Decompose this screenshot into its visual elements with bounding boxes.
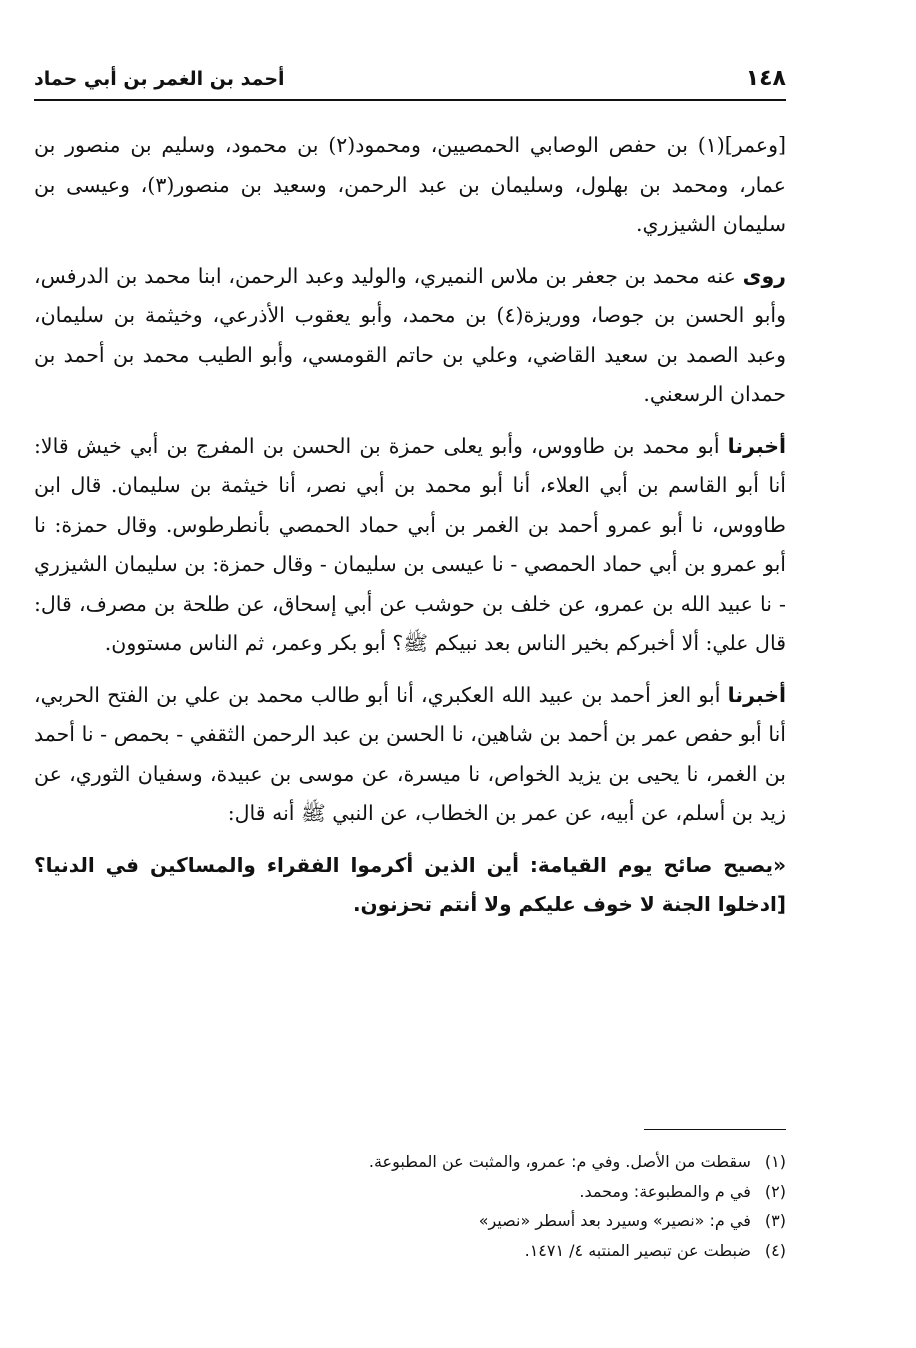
footnote-number: (٣)	[764, 1211, 786, 1230]
paragraph-lead-akhbarana-2: أخبرنا	[727, 682, 786, 707]
paragraph-isnad-1-text: أبو محمد بن طاووس، وأبو يعلى حمزة بن الحسن بن المفرج بن أبي خيش قالا: أنا أبو القاسم بن أبي العلاء، أنا أبو محمد بن أبي نصر، أنا خيثمة بن سليمان. قال ابن طاووس، نا أبو عمرو أحمد بن الغمر بن أبي حماد الحمصي بأنطرطوس. وقال حمزة: نا أبو عمرو بن أبي حماد الحمصي - نا عيسى بن سليمان - وقال حمزة: بن سليمان الشيزري - نا عبيد الله بن عمرو، عن خلف بن حوشب عن أبي إسحاق، عن طلحة بن مصرف، قال: قال علي: ألا أخبركم بخير الناس بعد نبيكم ﷺ؟ أبو بكر وعمر، ثم الناس مستوون.	[34, 433, 786, 655]
footnote-text: سقطت من الأصل. وفي م: عمرو، والمثبت عن المطبوعة.	[368, 1152, 751, 1171]
footnote-1	[200, 1147, 786, 1177]
footnote-text: ضبطت عن تبصير المنتبه ٤/ ١٤٧١.	[524, 1240, 751, 1260]
footnote-2	[200, 1177, 786, 1207]
main-text	[34, 126, 786, 937]
footnote-4	[200, 1236, 786, 1266]
paragraph-narrators	[34, 257, 786, 415]
paragraph-lead-akhbarana: أخبرنا	[727, 433, 786, 458]
hadith-text: «يصيح صائح يوم القيامة: أين الذين أكرموا الفقراء والمساكين في الدنيا؟ [ادخلوا الجنة لا خوف عليكم ولا أنتم تحزنون.	[34, 852, 786, 916]
footnote-text: في م والمطبوعة: ومحمد.	[579, 1181, 751, 1201]
paragraph-students: [وعمر](١) بن حفص الوصابي الحمصيين، ومحمود(٢) بن محمود، وسليم بن منصور بن عمار، ومحمد بن بهلول، وسليمان بن عبد الرحمن، وسعيد بن منصور(٣)، وعيسى بن سليمان الشيزري.	[34, 133, 787, 236]
paragraph-isnad-2	[34, 676, 786, 834]
footnote-rule	[644, 1129, 786, 1130]
footnote-number: (١)	[764, 1152, 786, 1171]
running-title: أحمد بن الغمر بن أبي حماد	[34, 68, 285, 90]
paragraph-isnad-1	[34, 427, 786, 664]
footnote-3	[200, 1206, 786, 1236]
footnote-number: (٢)	[764, 1181, 786, 1201]
paragraph-narrators-text: عنه محمد بن جعفر بن ملاس النميري، والوليد وعبد الرحمن، ابنا محمد بن الدرفس، وأبو الحسن بن جوصا، ووريزة(٤) بن محمد، وأبو يعقوب الأذرعي، وخيثمة بن سليمان، وعبد الصمد بن سعيد القاضي، وعلي بن حاتم القومسي، وأبو الطيب محمد بن أحمد بن حمدان الرسعني.	[34, 263, 786, 406]
page-number: ١٤٨	[745, 66, 786, 91]
header-rule	[34, 99, 786, 101]
running-header	[34, 62, 786, 98]
footnotes	[200, 1147, 786, 1265]
footnote-text: في م: «نصير» وسيرد بعد أسطر «نصير»	[478, 1211, 751, 1230]
paragraph-lead-rawa: روى	[742, 263, 786, 288]
paragraph-isnad-2-text: أبو العز أحمد بن عبيد الله العكبري، أنا أبو طالب محمد بن علي بن الفتح الحربي، أنا أبو حفص عمر بن أحمد بن شاهين، نا الحسن بن عبد الرحمن الثقفي - بحمص - نا أحمد بن الغمر، نا يحيى بن يزيد الخواص، نا ميسرة، عن موسى بن عبيدة، وسفيان الثوري، عن زيد بن أسلم، عن أبيه، عن عمر بن الخطاب، عن النبي ﷺ أنه قال:	[34, 682, 786, 825]
footnote-number: (٤)	[764, 1240, 786, 1260]
